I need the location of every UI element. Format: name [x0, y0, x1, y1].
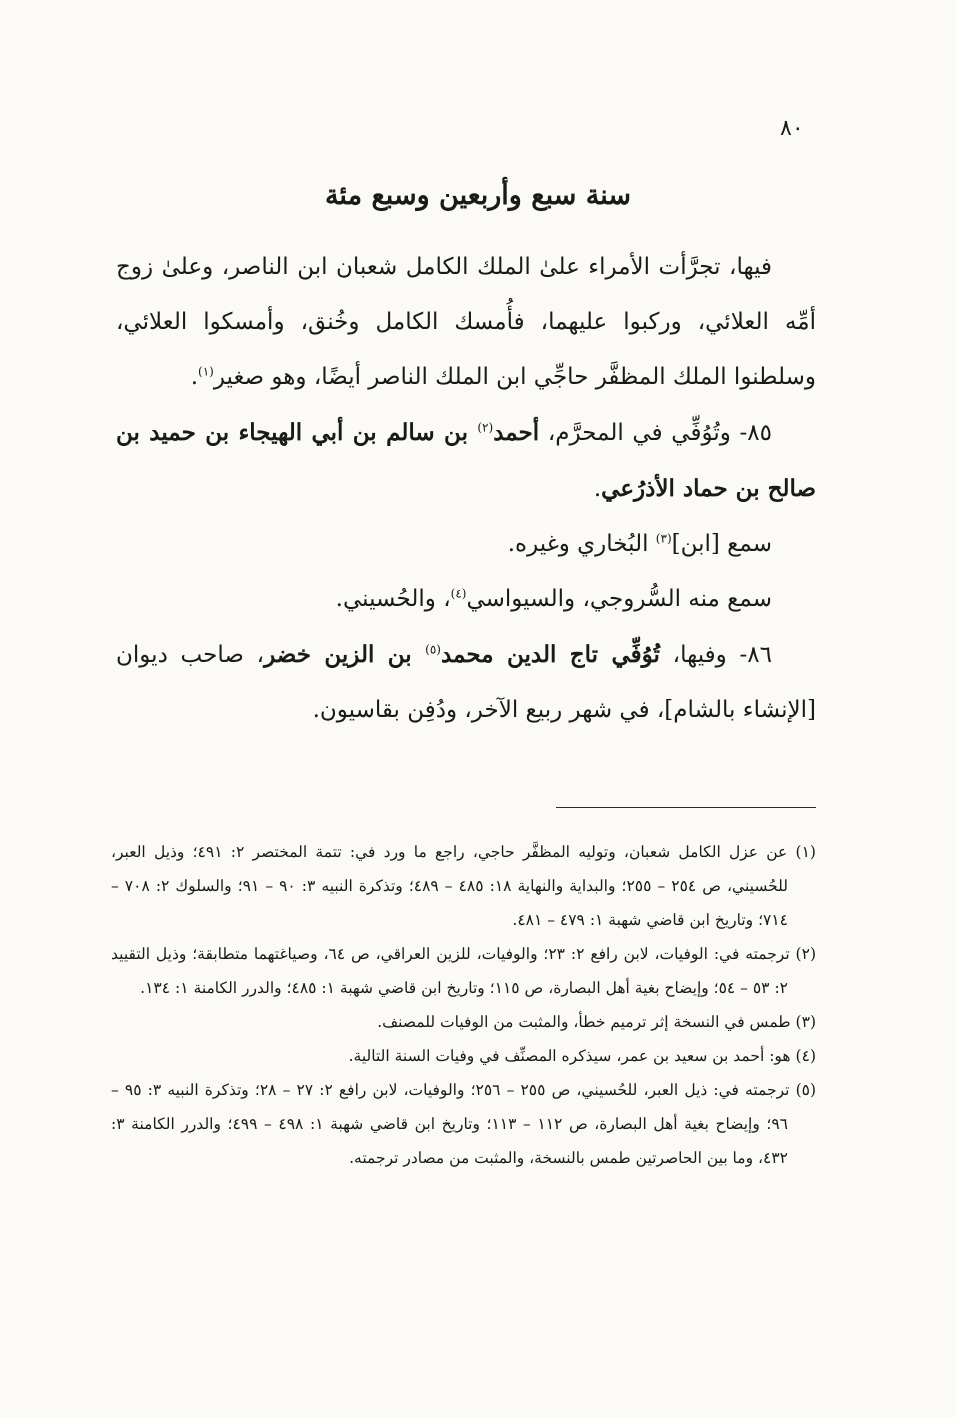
- page-number: ٨٠: [780, 116, 804, 141]
- entry-85-end: .: [593, 476, 602, 502]
- entry-86-rest: ، صاحب ديوان [الإنشاء بالشام]، في شهر ربيع الآخر، ودُفِن بقاسيون.: [116, 642, 816, 723]
- intro-text: فيها، تجرَّأت الأمراء علىٰ الملك الكامل شعبان ابن الناصر، وعلىٰ زوج أمِّه العلائي، وركبوا عليهما، فأُمسك الكامل وخُنق، وأمسكوا العلائي، وسلطنوا الملك المظفَّر حاجِّي ابن الملك الناصر أيضًا، وهو صغير: [116, 254, 816, 390]
- footnote-number: (١): [795, 843, 816, 861]
- footnote-number: (٤): [795, 1047, 816, 1065]
- entry-85: [116, 405, 816, 517]
- heard-line-1: [116, 517, 816, 572]
- footnote-ref-5: (٥): [425, 642, 441, 657]
- footnote-text: عن عزل الكامل شعبان، وتوليه المظفَّر حاجي، راجع ما ورد في: تتمة المختصر ٢: ٤٩١؛ وذيل العبر، للحُسيني، ص ٢٥٤ – ٢٥٥؛ والبداية والنهاية ١٨: ٤٨٥ – ٤٨٩؛ وتذكرة النبيه ٣: ٩٠ – ٩١؛ والسلوك ٢: ٧٠٨ – ٧١٤؛ وتاريخ ابن قاضي شهبة ١: ٤٧٩ – ٤٨١.: [111, 843, 796, 929]
- footnote-ref-3: (٣): [655, 531, 672, 546]
- footnote-text: ترجمته في: الوفيات، لابن رافع ٢: ٢٣؛ والوفيات، للزين العراقي، ص ٦٤، وصياغتهما متطابقة؛ وذيل التقييد ٢: ٥٣ – ٥٤؛ وإيضاح بغية أهل البصارة، ص ١١٥؛ وتاريخ ابن قاضي شهبة ١: ٤٨٥؛ والدرر الكامنة ١: ١٣٤.: [111, 945, 796, 997]
- footnote-ref-4: (٤): [450, 586, 467, 601]
- footnote-3: [111, 1005, 816, 1039]
- footnote-5: [111, 1073, 816, 1175]
- footnote-4: [111, 1039, 816, 1073]
- heard-1-b: البُخاري وغيره.: [507, 531, 656, 557]
- entry-85-number: ٨٥- وتُوُفِّي في المحرَّم،: [539, 420, 773, 446]
- footnote-1: [111, 835, 816, 937]
- chapter-title: سنة سبع وأربعين وسبع مئة: [324, 180, 632, 211]
- footnote-number: (٢): [795, 945, 816, 963]
- intro-end: .: [190, 364, 198, 390]
- entry-86-number: ٨٦- وفيها،: [659, 642, 772, 668]
- heard-line-2: [116, 572, 816, 627]
- entry-85-lineage: بن سالم بن أبي الهيجاء بن حميد بن صالح بن حماد الأذرُعي: [116, 419, 816, 502]
- footnote-number: (٥): [795, 1081, 817, 1099]
- entry-86: [116, 627, 816, 738]
- footnote-text: طمس في النسخة إثر ترميم خطأ، والمثبت من الوفيات للمصنف.: [377, 1013, 796, 1031]
- footnotes: [111, 835, 816, 1175]
- footnote-ref-1: (١): [198, 364, 214, 379]
- paragraph-intro: [116, 240, 816, 405]
- footnote-ref-2: (٢): [477, 420, 494, 435]
- heard-2-a: سمع منه السُّروجي، والسيواسي: [466, 586, 772, 612]
- footnote-number: (٣): [795, 1013, 816, 1031]
- entry-86-name: تُوُفِّي تاج الدين محمد: [440, 641, 660, 668]
- entry-85-name: أحمد: [493, 419, 540, 446]
- heard-2-b: ، والحُسيني.: [335, 586, 451, 612]
- entry-86-lineage: بن الزين خضر: [264, 641, 426, 668]
- main-text: [116, 240, 816, 738]
- heard-1-a: سمع [ابن]: [671, 531, 772, 557]
- footnote-text: هو: أحمد بن سعيد بن عمر، سيذكره المصنِّف في وفيات السنة التالية.: [348, 1047, 796, 1065]
- footnote-separator: [556, 807, 816, 808]
- footnote-2: [111, 937, 816, 1005]
- footnote-text: ترجمته في: ذيل العبر، للحُسيني، ص ٢٥٥ – ٢٥٦؛ والوفيات، لابن رافع ٢: ٢٧ – ٢٨؛ وتذكرة النبيه ٣: ٩٥ – ٩٦؛ وإيضاح بغية أهل البصارة، ص ١١٢ – ١١٣؛ وتاريخ ابن قاضي شهبة ١: ٤٩٨ – ٤٩٩؛ والدرر الكامنة ٣: ٤٣٢، وما بين الحاصرتين طمس بالنسخة، والمثبت من مصادر ترجمته.: [111, 1081, 796, 1167]
